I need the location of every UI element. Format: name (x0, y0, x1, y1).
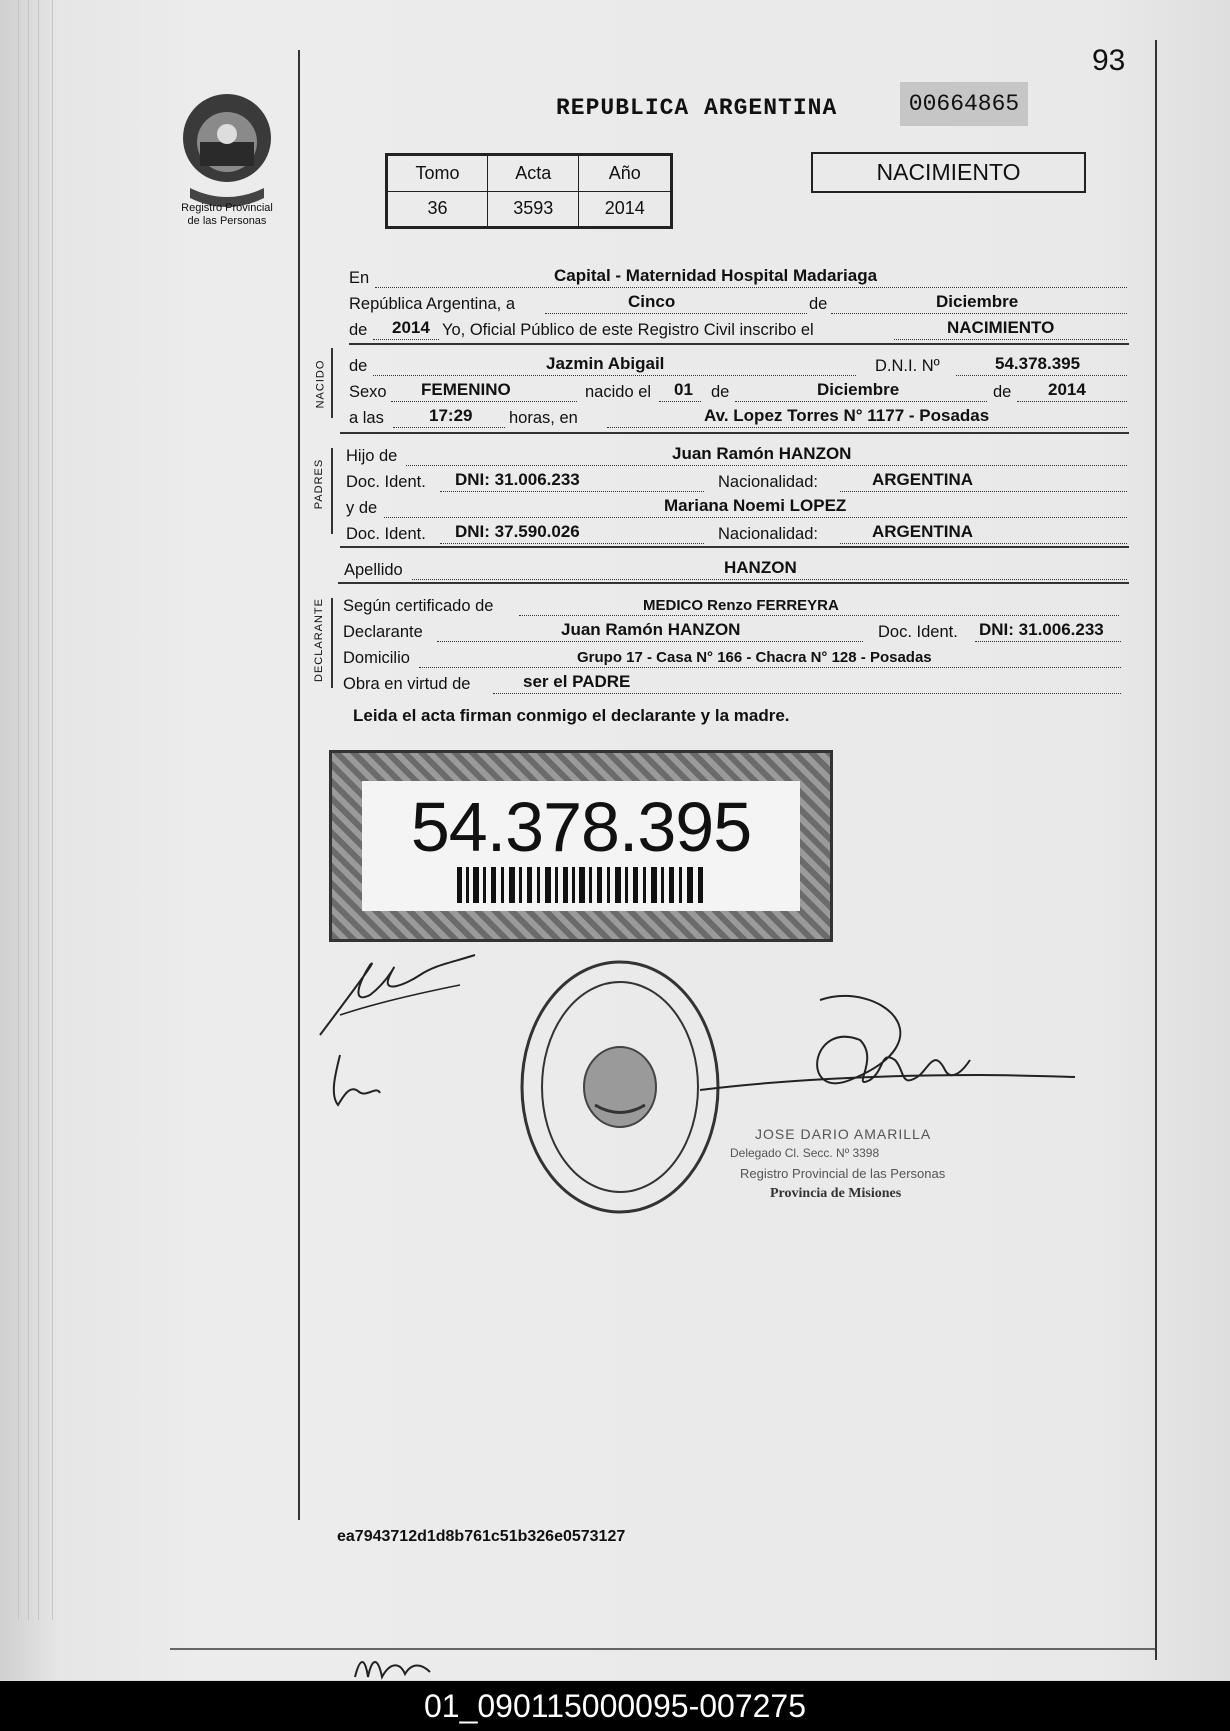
label-doc-ident: Doc. Ident. (878, 623, 958, 641)
label-horas-en: horas, en (509, 409, 578, 427)
value-apellido: HANZON (724, 558, 797, 577)
value-madre-doc: DNI: 37.590.026 (455, 522, 580, 541)
serial-number: 00664865 (900, 82, 1028, 126)
registry-name: Registro Provincial (181, 202, 273, 214)
row-madre-doc (346, 520, 1129, 546)
value-declarante: Juan Ramón HANZON (561, 620, 741, 639)
dotted-line (975, 621, 1121, 642)
row-domicilio (343, 644, 1129, 670)
label-y-de: y de (346, 499, 378, 517)
value-padre-nacionalidad: ARGENTINA (872, 470, 974, 489)
label-doc-ident: Doc. Ident. (346, 473, 426, 491)
registry-name-line2: de las Personas (187, 215, 267, 227)
page-edge (18, 0, 19, 1620)
value-dia-inscripcion: Cinco (628, 292, 676, 311)
label-dni: D.N.I. Nº (875, 357, 940, 375)
value-madre-nacionalidad: ARGENTINA (872, 522, 974, 541)
dotted-line (545, 293, 807, 314)
register-table (385, 153, 673, 229)
label-sexo: Sexo (349, 383, 387, 401)
section-divider (338, 582, 1129, 584)
barcode-icon (457, 867, 707, 903)
value-tipo-acto: NACIMIENTO (947, 318, 1055, 337)
row-hora-lugar (349, 404, 1129, 430)
register-value-acta: 3593 (487, 191, 579, 227)
section-bracket (331, 598, 333, 688)
act-type-box: NACIMIENTO (811, 152, 1086, 193)
row-apellido (344, 556, 1129, 582)
register-header-anio: Año (579, 156, 671, 192)
row-lugar (349, 264, 1129, 290)
value-domicilio: Grupo 17 - Casa N° 166 - Chacra N° 128 - Posadas (577, 649, 932, 666)
label-nacionalidad: Nacionalidad: (718, 473, 818, 491)
official-province: Provincia de Misiones (770, 1186, 902, 1201)
dni-label-number: 54.378.395 (410, 788, 752, 866)
official-name: JOSE DARIO AMARILLA (755, 1126, 932, 1142)
value-declarante-doc: DNI: 31.006.233 (979, 620, 1104, 639)
row-declarante (343, 618, 1129, 644)
label-hijo-de: Hijo de (346, 447, 398, 465)
label-domicilio: Domicilio (343, 649, 410, 667)
section-label-nacido: NACIDO (314, 359, 327, 409)
value-nombre: Jazmin Abigail (546, 354, 665, 373)
official-org: Registro Provincial de las Personas (740, 1166, 946, 1181)
document-title: REPUBLICA ARGENTINA (556, 95, 838, 121)
page-edge (38, 0, 39, 1620)
page-edge (52, 0, 53, 1620)
label-en: En (349, 269, 370, 287)
row-anio-inscripcion (349, 316, 1129, 342)
left-margin-line (298, 50, 300, 1520)
row-sexo-fecha (349, 378, 1129, 404)
section-label-padres: PADRES (313, 458, 326, 510)
row-madre (346, 494, 1129, 520)
section-divider (340, 432, 1129, 434)
value-anio-inscripcion: 2014 (392, 318, 430, 337)
label-segun-certificado: Según certificado de (343, 597, 494, 615)
label-de: de (349, 321, 368, 339)
row-nombre (349, 352, 1129, 378)
registry-logo-label (160, 202, 294, 228)
declarant-signature-icon (310, 935, 490, 1135)
label-de: de (809, 295, 828, 313)
row-padre (346, 442, 1129, 468)
value-mes-inscripcion: Diciembre (936, 292, 1019, 311)
margin-initials-icon (350, 1652, 450, 1680)
dni-label-inner (362, 781, 800, 911)
value-obra-virtud: ser el PADRE (523, 672, 631, 691)
official-signature-icon (680, 980, 1080, 1140)
row-fecha-inscripcion (349, 290, 1129, 316)
register-header-tomo: Tomo (388, 156, 488, 192)
page-number: 93 (1092, 44, 1126, 77)
row-obra-virtud (343, 670, 1129, 696)
dni-security-label (329, 750, 833, 942)
closing-statement: Leida el acta firman conmigo el declarante y la madre. (353, 706, 790, 725)
bottom-rule (170, 1648, 1155, 1650)
section-bracket (331, 348, 333, 418)
page-edge (28, 0, 29, 1620)
label-nacido-el: nacido el (585, 383, 652, 401)
label-yo-oficial: Yo, Oficial Público de este Registro Civil inscribo el (442, 321, 814, 339)
section-divider (340, 546, 1129, 548)
row-certificado (343, 592, 1129, 618)
section-bracket (331, 448, 333, 534)
label-de: de (711, 383, 730, 401)
label-a-las: a las (349, 409, 384, 427)
section-label-declarante: DECLARANTE (312, 598, 325, 682)
document-hash: ea7943712d1d8b761c51b326e0573127 (337, 1528, 626, 1545)
label-doc-ident: Doc. Ident. (346, 525, 426, 543)
section-divider (349, 343, 1129, 345)
register-value-tomo: 36 (388, 191, 488, 227)
value-hora: 17:29 (429, 406, 473, 425)
value-padre-doc: DNI: 31.006.233 (455, 470, 580, 489)
value-padre: Juan Ramón HANZON (672, 444, 852, 463)
scan-footer-code: 01_090115000095-007275 (0, 1681, 1230, 1731)
row-padre-doc (346, 468, 1129, 494)
value-lugar-nacimiento: Av. Lopez Torres N° 1177 - Posadas (704, 406, 990, 425)
value-anio-nacimiento: 2014 (1048, 380, 1086, 399)
value-lugar: Capital - Maternidad Hospital Madariaga (554, 266, 878, 285)
label-declarante: Declarante (343, 623, 423, 641)
register-header-acta: Acta (487, 156, 579, 192)
value-sexo: FEMENINO (421, 380, 511, 399)
label-republica: República Argentina, a (349, 295, 516, 313)
label-obra-virtud: Obra en virtud de (343, 675, 471, 693)
official-title: Delegado Cl. Secc. Nº 3398 (730, 1146, 880, 1160)
label-de: de (349, 357, 368, 375)
right-margin-line (1155, 40, 1157, 1660)
register-value-anio: 2014 (579, 191, 671, 227)
value-dia-nacimiento: 01 (674, 380, 693, 399)
value-mes-nacimiento: Diciembre (817, 380, 900, 399)
value-certificado: MEDICO Renzo FERREYRA (643, 597, 839, 614)
value-madre: Mariana Noemi LOPEZ (664, 496, 847, 515)
label-de: de (993, 383, 1012, 401)
value-dni: 54.378.395 (995, 354, 1081, 373)
label-apellido: Apellido (344, 561, 403, 579)
label-nacionalidad: Nacionalidad: (718, 525, 818, 543)
